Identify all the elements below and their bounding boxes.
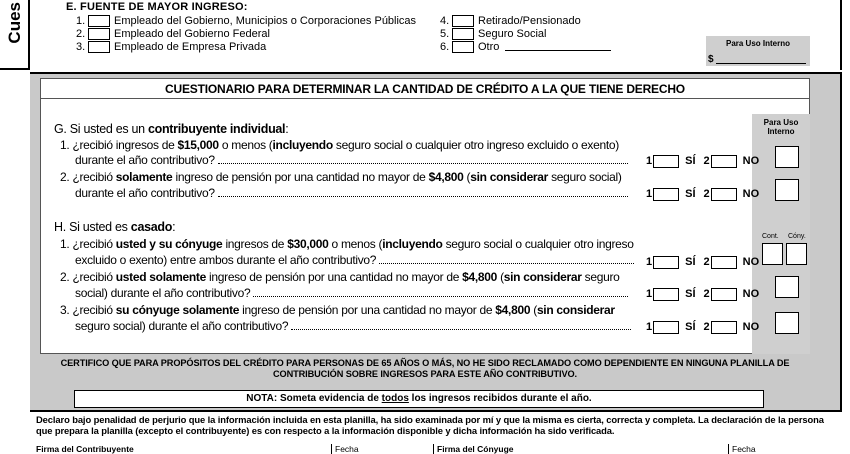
uso-box-h1-cont[interactable] [762, 243, 783, 265]
h-q3-no-checkbox[interactable] [711, 321, 737, 334]
section-h-heading: H. Si usted es casado: [54, 220, 176, 234]
h-q2-line2: social) durante el año contributivo? [75, 286, 628, 300]
dollar-sign: $ [708, 54, 714, 65]
uso-box-h2[interactable] [775, 276, 799, 298]
signature-divider [728, 444, 729, 454]
fuente-checkbox-2[interactable] [88, 28, 110, 40]
uso-box-h1-cony[interactable] [786, 243, 807, 265]
uso-interno-box [706, 36, 810, 66]
h-q3-line2: seguro social) durante el año contributivo? [75, 319, 631, 333]
fuente-item-2: 2. Empleado del Gobierno Federal [76, 27, 270, 40]
section-g-heading: G. Si usted es un contribuyente individual: [54, 122, 289, 136]
fuente-checkbox-6[interactable] [452, 41, 474, 53]
fuente-checkbox-1[interactable] [88, 15, 110, 27]
g-q1-yes-checkbox[interactable] [653, 155, 679, 168]
cony-label: Cóny. [788, 233, 806, 240]
uso-box-g2[interactable] [775, 179, 799, 201]
fuente-item-6: 6. Otro [440, 40, 611, 53]
g-q2-no-checkbox[interactable] [711, 188, 737, 201]
fuente-item-1: 1. Empleado del Gobierno, Municipios o Corporaciones Públicas [76, 14, 417, 27]
uso-box-g1[interactable] [775, 146, 799, 168]
g-q2-answer: 1 SÍ 2 NO [646, 188, 760, 200]
h-q1-no-checkbox[interactable] [711, 256, 737, 269]
fuente-checkbox-3[interactable] [88, 41, 110, 53]
g-q2-line1: 2. ¿recibió solamente ingreso de pensión por una cantidad no mayor de $4,800 (sin considerar seguro social) [60, 170, 622, 184]
h-q3-answer: 1 SÍ 2 NO [646, 321, 760, 333]
fuente-item-5: 5. Seguro Social [440, 27, 547, 40]
firma-contribuyente-label: Firma del Contribuyente [36, 444, 134, 454]
fuente-item-3: 3. Empleado de Empresa Privada [76, 40, 267, 53]
h-q2-line1: 2. ¿recibió usted solamente ingreso de pensión por una cantidad no mayor de $4,800 (sin considerar seguro [60, 270, 620, 284]
g-q1-answer: 1 SÍ 2 NO [646, 155, 760, 167]
h-q2-no-checkbox[interactable] [711, 288, 737, 301]
h-q2-answer: 1 SÍ 2 NO [646, 288, 760, 300]
fecha-label-2: Fecha [732, 444, 756, 454]
certification-statement: CERTIFICO QUE PARA PROPÓSITOS DEL CRÉDITO PARA PERSONAS DE 65 AÑOS O MÁS, NO HE SIDO RECLAMADO COMO DEPENDIENTE EN NINGUNA PLANILLA DE CONTRIBUCIÓN SOBRE INGRESOS PARA ESTE AÑO CONTRIBUTIVO. [60, 358, 790, 379]
questionnaire-title: CUESTIONARIO PARA DETERMINAR LA CANTIDAD DE CRÉDITO A LA QUE TIENE DERECHO [165, 82, 685, 96]
uso-interno-label: Para Uso Interno [725, 39, 790, 48]
signature-divider [433, 444, 434, 454]
uso-box-h3[interactable] [775, 312, 799, 334]
cont-label: Cont. [762, 233, 779, 240]
fuente-checkbox-4[interactable] [452, 15, 474, 27]
title-divider [40, 98, 810, 99]
h-q1-answer: 1 SÍ 2 NO [646, 256, 760, 268]
h-q3-yes-checkbox[interactable] [653, 321, 679, 334]
h-q2-yes-checkbox[interactable] [653, 288, 679, 301]
nota-box: NOTA: Someta evidencia de todos los ingresos recibidos durante el año. [74, 390, 764, 408]
g-q1-no-checkbox[interactable] [711, 155, 737, 168]
fecha-label-1: Fecha [335, 444, 359, 454]
para-uso-label: Para Uso Interno [763, 118, 799, 136]
fuente-item-4: 4. Retirado/Pensionado [440, 14, 581, 27]
firma-conyuge-label: Firma del Cónyuge [437, 444, 514, 454]
g-q1-line1: 1. ¿recibió ingresos de $15,000 o menos (incluyendo seguro social o cualquier otro ingreso excluido o exento) [60, 138, 619, 152]
g-q2-line2: durante el año contributivo? [75, 186, 628, 200]
fuente-title: E. FUENTE DE MAYOR INGRESO: [66, 1, 248, 13]
g-q1-line2: durante el año contributivo? [75, 153, 628, 167]
h-q1-line2: excluido o exento) entre ambos durante el año contributivo? [75, 253, 634, 267]
otro-field[interactable] [505, 42, 611, 51]
side-tab [0, 0, 30, 70]
signature-divider [331, 444, 332, 454]
h-q3-line1: 3. ¿recibió su cónyuge solamente ingreso de pensión por una cantidad no mayor de $4,800 (sin considerar [60, 303, 615, 317]
side-tab-label: Cues [5, 2, 24, 44]
uso-interno-amount-field[interactable] [716, 63, 806, 64]
g-q2-yes-checkbox[interactable] [653, 188, 679, 201]
fuente-checkbox-5[interactable] [452, 28, 474, 40]
h-q1-line1: 1. ¿recibió usted y su cónyuge ingresos de $30,000 o menos (incluyendo seguro social o cualquier otro ingreso [60, 237, 634, 251]
perjury-declaration: Declaro bajo penalidad de perjurio que la información incluida en esta planilla, ha sido examinada por mí y que la misma es cierta, correcta y completa. La declaración de la persona que prepara la planilla (excepto el contribuyente) es con respecto a la información disponible y dicha información ha sido verificada. [36, 414, 824, 436]
h-q1-yes-checkbox[interactable] [653, 256, 679, 269]
